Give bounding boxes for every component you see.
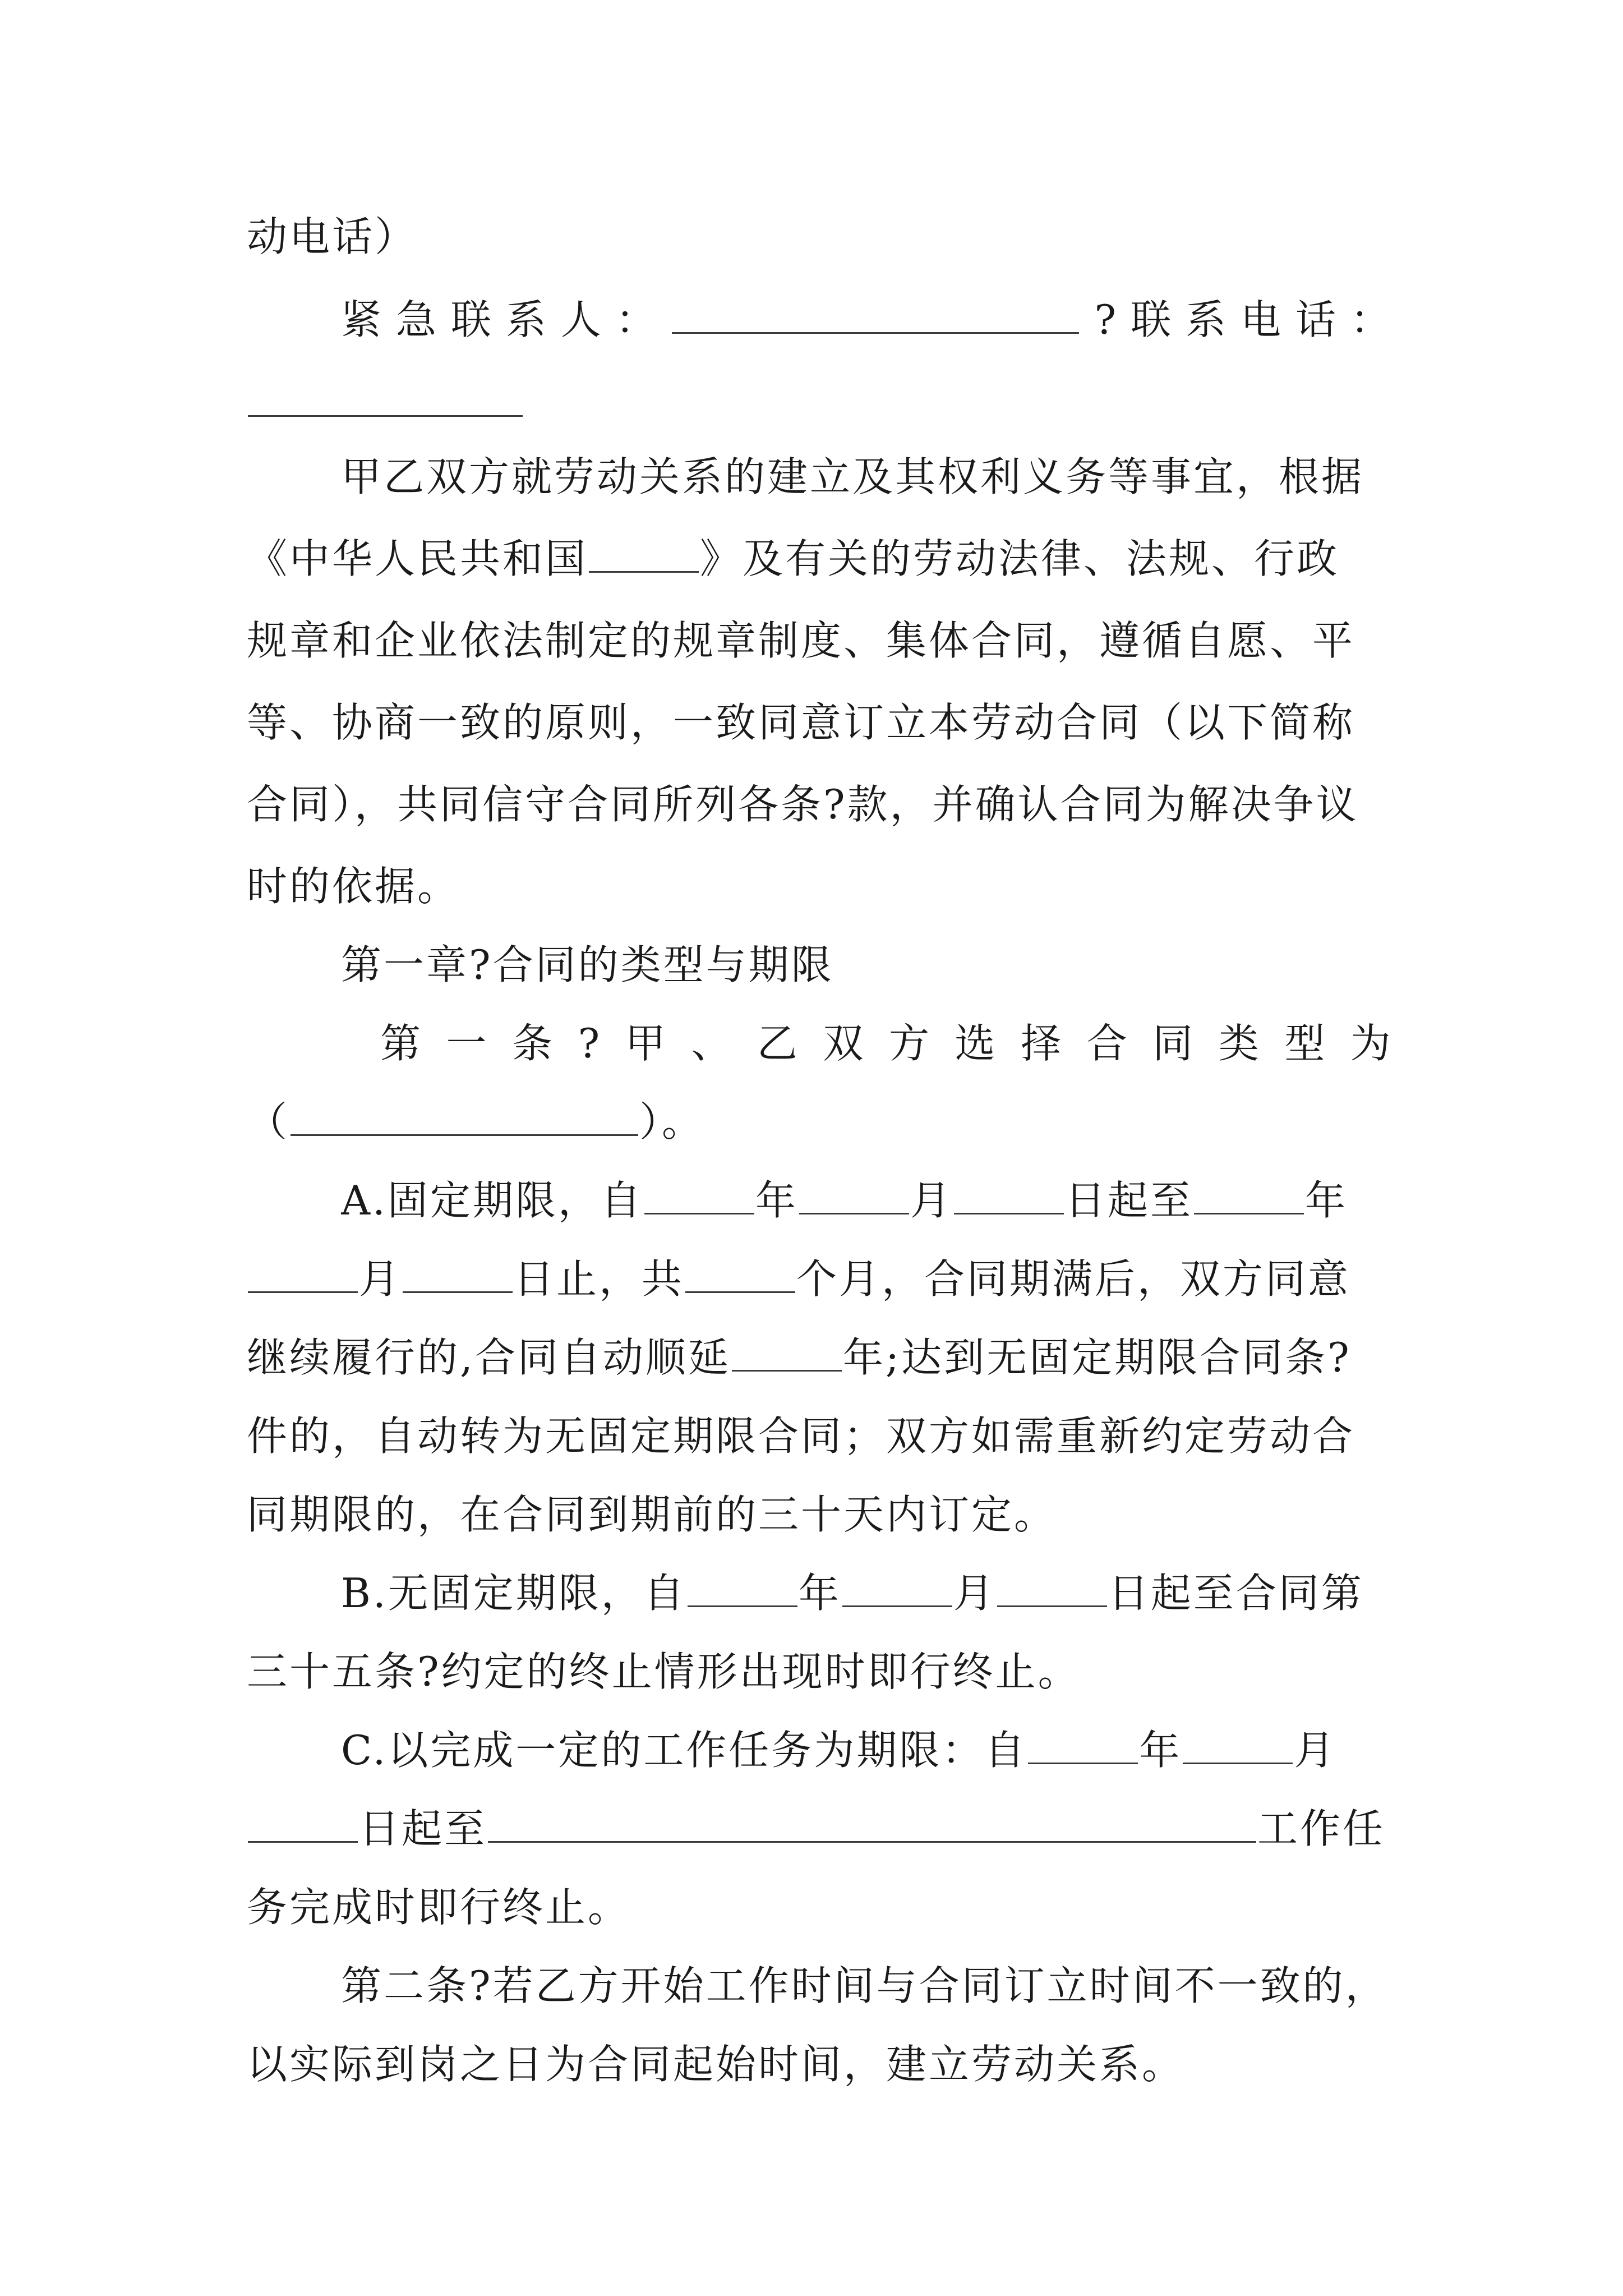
c-text: 工作任 bbox=[1257, 1805, 1386, 1852]
option-a-line bbox=[247, 1240, 1391, 1318]
article-2-line bbox=[341, 1947, 1391, 2025]
char: 第 bbox=[380, 1020, 421, 1067]
p1-line bbox=[247, 519, 1391, 598]
char: 条 bbox=[512, 1020, 553, 1067]
date-blank[interactable] bbox=[688, 1567, 797, 1607]
art2-text: 第二条?若乙方开始工作时间与合同订立时间不一致的， bbox=[341, 1962, 1388, 2009]
phone-blank[interactable] bbox=[248, 377, 523, 417]
char: 为 bbox=[1350, 1020, 1391, 1067]
option-c-line bbox=[341, 1711, 1391, 1789]
a-text: 年;达到无固定期限合同条? bbox=[842, 1334, 1352, 1381]
p1-text: 》及有关的劳动法律、法规、行政 bbox=[700, 535, 1340, 582]
p1-line bbox=[341, 438, 1391, 516]
char: 系 bbox=[1186, 296, 1227, 343]
b-text: B.无固定期限，自 bbox=[341, 1570, 686, 1617]
art1-text: ）。 bbox=[639, 1098, 705, 1145]
a-text: 个月，合同期满后，双方同意 bbox=[796, 1255, 1351, 1303]
date-blank[interactable] bbox=[248, 1253, 358, 1293]
article-2-line bbox=[247, 2025, 1391, 2104]
date-blank[interactable] bbox=[954, 1175, 1064, 1214]
option-b-line bbox=[247, 1632, 1391, 1711]
date-blank[interactable] bbox=[248, 1803, 358, 1843]
char: ? bbox=[1094, 296, 1117, 343]
date-blank[interactable] bbox=[1028, 1724, 1138, 1764]
phone-blank-line bbox=[247, 364, 1391, 442]
a-text: A.固定期限，自 bbox=[341, 1177, 643, 1224]
char: 双 bbox=[823, 1020, 864, 1067]
p1-text: 合同），共同信守合同所列各条?款，并确认合同为解决争议 bbox=[247, 781, 1359, 828]
b-text: 日起至合同第 bbox=[1108, 1570, 1364, 1617]
p1-line bbox=[247, 601, 1391, 680]
option-a-line bbox=[341, 1161, 1391, 1240]
char: 话 bbox=[1295, 296, 1336, 343]
option-c-line bbox=[247, 1868, 1391, 1947]
b-text: 年 bbox=[798, 1570, 841, 1617]
char: 电 bbox=[1240, 296, 1281, 343]
option-c-line bbox=[247, 1789, 1391, 1868]
char: 急 bbox=[395, 296, 436, 343]
p1-text: 时的依据。 bbox=[247, 863, 460, 910]
c-text: 务完成时即行终止。 bbox=[247, 1884, 631, 1931]
c-text: 年 bbox=[1139, 1727, 1182, 1774]
renewal-years-blank[interactable] bbox=[732, 1332, 842, 1372]
p1-text: 规章和企业依法制定的规章制度、集体合同，遵循自愿、平 bbox=[247, 617, 1355, 664]
task-blank[interactable] bbox=[488, 1803, 1256, 1843]
char: 、 bbox=[691, 1020, 732, 1067]
a-text: 年 bbox=[1304, 1177, 1348, 1224]
contract-type-blank[interactable] bbox=[291, 1096, 638, 1136]
emergency-contact-blank[interactable] bbox=[672, 294, 1079, 334]
date-blank[interactable] bbox=[799, 1175, 909, 1214]
date-blank[interactable] bbox=[644, 1175, 754, 1214]
char: 系 bbox=[505, 296, 546, 343]
a-text: 同期限的，在合同到期前的三十天内订定。 bbox=[247, 1491, 1057, 1538]
a-text: 日止，共 bbox=[514, 1255, 685, 1303]
art2-text: 以实际到岗之日为合同起始时间，建立劳动关系。 bbox=[247, 2041, 1185, 2088]
char: ： bbox=[615, 296, 656, 343]
chapter-heading bbox=[341, 926, 1391, 1004]
char: 择 bbox=[1021, 1020, 1062, 1067]
art1-text: （ bbox=[247, 1098, 290, 1145]
date-blank[interactable] bbox=[1183, 1724, 1293, 1764]
date-blank[interactable] bbox=[403, 1253, 513, 1293]
law-name-blank[interactable] bbox=[589, 533, 699, 573]
char: 联 bbox=[450, 296, 491, 343]
p1-line bbox=[247, 765, 1391, 844]
char: 人 bbox=[560, 296, 601, 343]
option-a-line bbox=[247, 1397, 1391, 1475]
char: ： bbox=[1350, 296, 1391, 343]
option-a-line bbox=[247, 1475, 1391, 1554]
c-text: 月 bbox=[1294, 1727, 1337, 1774]
article-1-line bbox=[380, 1004, 1391, 1083]
option-a-line bbox=[247, 1318, 1391, 1397]
char: 联 bbox=[1131, 296, 1172, 343]
p1-line bbox=[247, 847, 1391, 926]
char: 类 bbox=[1218, 1020, 1259, 1067]
c-text: C.以完成一定的工作任务为期限：自 bbox=[341, 1727, 1027, 1774]
char: 一 bbox=[446, 1020, 487, 1067]
continued-line bbox=[247, 197, 1391, 276]
char: 紧 bbox=[341, 296, 382, 343]
b-text: 月 bbox=[953, 1570, 996, 1617]
a-text: 件的，自动转为无固定期限合同；双方如需重新约定劳动合 bbox=[247, 1412, 1355, 1460]
char: 乙 bbox=[757, 1020, 797, 1067]
char: ? bbox=[578, 1020, 600, 1067]
a-text: 月 bbox=[359, 1255, 402, 1303]
char: 甲 bbox=[625, 1020, 666, 1067]
char: 合 bbox=[1086, 1020, 1127, 1067]
option-b-line bbox=[341, 1554, 1391, 1632]
emergency-contact-line bbox=[341, 280, 1391, 359]
a-text: 月 bbox=[910, 1177, 953, 1224]
p1-text: 《中华人民共和国 bbox=[247, 535, 588, 582]
date-blank[interactable] bbox=[1194, 1175, 1304, 1214]
a-text: 继续履行的,合同自动顺延 bbox=[247, 1334, 731, 1381]
date-blank[interactable] bbox=[997, 1567, 1107, 1607]
char: 方 bbox=[888, 1020, 929, 1067]
char: 选 bbox=[955, 1020, 995, 1067]
p1-text: 甲乙双方就劳动关系的建立及其权利义务等事宜，根据 bbox=[341, 453, 1364, 500]
p1-line bbox=[247, 683, 1391, 762]
p1-text: 等、协商一致的原则，一致同意订立本劳动合同（以下简称 bbox=[247, 699, 1355, 746]
article-1-line bbox=[247, 1083, 1391, 1161]
chapter-title: 第一章?合同的类型与期限 bbox=[341, 941, 834, 988]
char: 同 bbox=[1152, 1020, 1193, 1067]
char: 型 bbox=[1284, 1020, 1325, 1067]
continued-text: 动电话） bbox=[247, 213, 418, 260]
b-text: 三十五条?约定的终止情形出现时即行终止。 bbox=[247, 1648, 1081, 1695]
c-text: 日起至 bbox=[359, 1805, 487, 1852]
a-text: 日起至 bbox=[1064, 1177, 1193, 1224]
months-blank[interactable] bbox=[685, 1253, 795, 1293]
date-blank[interactable] bbox=[842, 1567, 952, 1607]
a-text: 年 bbox=[755, 1177, 798, 1224]
